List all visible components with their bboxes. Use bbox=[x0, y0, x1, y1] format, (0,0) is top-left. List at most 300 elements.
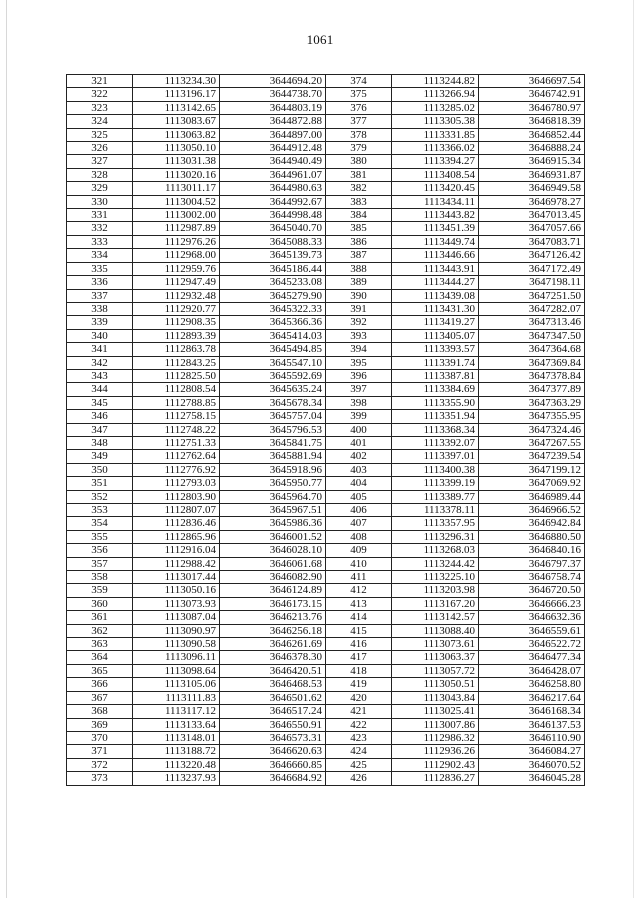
right-point-number-cell: 405 bbox=[326, 490, 392, 503]
table-row bbox=[67, 369, 585, 382]
right-y-coordinate-cell: 3646632.36 bbox=[479, 611, 585, 624]
left-x-coordinate-cell: 1113050.16 bbox=[133, 584, 220, 597]
right-x-coordinate-cell: 1113439.08 bbox=[392, 289, 479, 302]
right-x-coordinate-cell: 1113394.27 bbox=[392, 155, 479, 168]
left-point-number-cell: 334 bbox=[67, 249, 133, 262]
left-point-number-cell: 365 bbox=[67, 664, 133, 677]
table-row bbox=[67, 410, 585, 423]
right-x-coordinate-cell: 1113392.07 bbox=[392, 436, 479, 449]
right-point-number-cell: 423 bbox=[326, 731, 392, 744]
right-x-coordinate-cell: 1113073.61 bbox=[392, 638, 479, 651]
right-x-coordinate-cell: 1113050.51 bbox=[392, 678, 479, 691]
left-x-coordinate-cell: 1112788.85 bbox=[133, 396, 220, 409]
left-point-number-cell: 340 bbox=[67, 329, 133, 342]
right-y-coordinate-cell: 3646559.61 bbox=[479, 624, 585, 637]
left-y-coordinate-cell: 3645635.24 bbox=[220, 383, 326, 396]
right-point-number-cell: 420 bbox=[326, 691, 392, 704]
right-x-coordinate-cell: 1113025.41 bbox=[392, 705, 479, 718]
left-x-coordinate-cell: 1112836.46 bbox=[133, 517, 220, 530]
right-y-coordinate-cell: 3646168.34 bbox=[479, 705, 585, 718]
right-point-number-cell: 411 bbox=[326, 571, 392, 584]
right-x-coordinate-cell: 1113296.31 bbox=[392, 530, 479, 543]
right-y-coordinate-cell: 3646840.16 bbox=[479, 544, 585, 557]
right-x-coordinate-cell: 1112986.32 bbox=[392, 731, 479, 744]
right-point-number-cell: 379 bbox=[326, 142, 392, 155]
left-point-number-cell: 373 bbox=[67, 772, 133, 785]
table-row bbox=[67, 329, 585, 342]
right-y-coordinate-cell: 3646217.64 bbox=[479, 691, 585, 704]
left-y-coordinate-cell: 3645881.94 bbox=[220, 450, 326, 463]
table-row bbox=[67, 745, 585, 758]
left-point-number-cell: 361 bbox=[67, 611, 133, 624]
right-y-coordinate-cell: 3647126.42 bbox=[479, 249, 585, 262]
right-y-coordinate-cell: 3646110.90 bbox=[479, 731, 585, 744]
right-y-coordinate-cell: 3646428.07 bbox=[479, 664, 585, 677]
right-point-number-cell: 425 bbox=[326, 758, 392, 771]
left-point-number-cell: 366 bbox=[67, 678, 133, 691]
left-point-number-cell: 333 bbox=[67, 235, 133, 248]
right-x-coordinate-cell: 1113007.86 bbox=[392, 718, 479, 731]
table-row bbox=[67, 624, 585, 637]
table-row bbox=[67, 450, 585, 463]
table-row bbox=[67, 705, 585, 718]
left-point-number-cell: 337 bbox=[67, 289, 133, 302]
left-point-number-cell: 325 bbox=[67, 128, 133, 141]
right-point-number-cell: 385 bbox=[326, 222, 392, 235]
left-point-number-cell: 355 bbox=[67, 530, 133, 543]
left-y-coordinate-cell: 3644897.00 bbox=[220, 128, 326, 141]
left-y-coordinate-cell: 3645088.33 bbox=[220, 235, 326, 248]
left-point-number-cell: 360 bbox=[67, 597, 133, 610]
left-y-coordinate-cell: 3646378.30 bbox=[220, 651, 326, 664]
right-point-number-cell: 378 bbox=[326, 128, 392, 141]
right-point-number-cell: 383 bbox=[326, 195, 392, 208]
right-x-coordinate-cell: 1113408.54 bbox=[392, 168, 479, 181]
right-point-number-cell: 416 bbox=[326, 638, 392, 651]
right-y-coordinate-cell: 3646852.44 bbox=[479, 128, 585, 141]
right-x-coordinate-cell: 1113167.20 bbox=[392, 597, 479, 610]
right-y-coordinate-cell: 3646915.34 bbox=[479, 155, 585, 168]
table-row bbox=[67, 597, 585, 610]
right-y-coordinate-cell: 3646888.24 bbox=[479, 142, 585, 155]
left-point-number-cell: 367 bbox=[67, 691, 133, 704]
right-y-coordinate-cell: 3646137.53 bbox=[479, 718, 585, 731]
right-y-coordinate-cell: 3647364.68 bbox=[479, 343, 585, 356]
left-x-coordinate-cell: 1113087.04 bbox=[133, 611, 220, 624]
left-x-coordinate-cell: 1112863.78 bbox=[133, 343, 220, 356]
right-x-coordinate-cell: 1113355.90 bbox=[392, 396, 479, 409]
left-point-number-cell: 345 bbox=[67, 396, 133, 409]
left-y-coordinate-cell: 3644803.19 bbox=[220, 101, 326, 114]
left-x-coordinate-cell: 1113002.00 bbox=[133, 209, 220, 222]
right-point-number-cell: 396 bbox=[326, 369, 392, 382]
right-point-number-cell: 381 bbox=[326, 168, 392, 181]
right-point-number-cell: 412 bbox=[326, 584, 392, 597]
right-y-coordinate-cell: 3647013.45 bbox=[479, 209, 585, 222]
left-point-number-cell: 364 bbox=[67, 651, 133, 664]
left-y-coordinate-cell: 3646082.90 bbox=[220, 571, 326, 584]
right-y-coordinate-cell: 3646697.54 bbox=[479, 75, 585, 88]
right-y-coordinate-cell: 3647199.12 bbox=[479, 463, 585, 476]
right-x-coordinate-cell: 1113449.74 bbox=[392, 235, 479, 248]
table-row bbox=[67, 651, 585, 664]
right-point-number-cell: 393 bbox=[326, 329, 392, 342]
right-x-coordinate-cell: 1113378.11 bbox=[392, 504, 479, 517]
left-x-coordinate-cell: 1113096.11 bbox=[133, 651, 220, 664]
left-y-coordinate-cell: 3645322.33 bbox=[220, 302, 326, 315]
right-y-coordinate-cell: 3647267.55 bbox=[479, 436, 585, 449]
right-y-coordinate-cell: 3646797.37 bbox=[479, 557, 585, 570]
left-x-coordinate-cell: 1112807.07 bbox=[133, 504, 220, 517]
right-y-coordinate-cell: 3646070.52 bbox=[479, 758, 585, 771]
table-row bbox=[67, 101, 585, 114]
right-y-coordinate-cell: 3646720.50 bbox=[479, 584, 585, 597]
right-y-coordinate-cell: 3646966.52 bbox=[479, 504, 585, 517]
left-point-number-cell: 328 bbox=[67, 168, 133, 181]
left-point-number-cell: 342 bbox=[67, 356, 133, 369]
left-point-number-cell: 362 bbox=[67, 624, 133, 637]
left-point-number-cell: 368 bbox=[67, 705, 133, 718]
left-y-coordinate-cell: 3646550.91 bbox=[220, 718, 326, 731]
left-x-coordinate-cell: 1113011.17 bbox=[133, 182, 220, 195]
right-y-coordinate-cell: 3646949.58 bbox=[479, 182, 585, 195]
table-row bbox=[67, 678, 585, 691]
right-point-number-cell: 386 bbox=[326, 235, 392, 248]
table-row bbox=[67, 477, 585, 490]
left-x-coordinate-cell: 1112762.64 bbox=[133, 450, 220, 463]
left-point-number-cell: 369 bbox=[67, 718, 133, 731]
left-point-number-cell: 352 bbox=[67, 490, 133, 503]
left-point-number-cell: 321 bbox=[67, 75, 133, 88]
right-x-coordinate-cell: 1113203.98 bbox=[392, 584, 479, 597]
left-x-coordinate-cell: 1112976.26 bbox=[133, 235, 220, 248]
page-number: 1061 bbox=[306, 32, 334, 47]
left-x-coordinate-cell: 1113133.64 bbox=[133, 718, 220, 731]
right-y-coordinate-cell: 3646084.27 bbox=[479, 745, 585, 758]
left-x-coordinate-cell: 1112751.33 bbox=[133, 436, 220, 449]
left-y-coordinate-cell: 3645757.04 bbox=[220, 410, 326, 423]
table-row bbox=[67, 436, 585, 449]
right-y-coordinate-cell: 3646880.50 bbox=[479, 530, 585, 543]
left-x-coordinate-cell: 1112825.50 bbox=[133, 369, 220, 382]
table-row bbox=[67, 530, 585, 543]
right-x-coordinate-cell: 1113431.30 bbox=[392, 302, 479, 315]
left-point-number-cell: 348 bbox=[67, 436, 133, 449]
right-y-coordinate-cell: 3647313.46 bbox=[479, 316, 585, 329]
table-row bbox=[67, 718, 585, 731]
right-y-coordinate-cell: 3647251.50 bbox=[479, 289, 585, 302]
right-point-number-cell: 390 bbox=[326, 289, 392, 302]
right-x-coordinate-cell: 1112902.43 bbox=[392, 758, 479, 771]
right-x-coordinate-cell: 1113142.57 bbox=[392, 611, 479, 624]
right-x-coordinate-cell: 1113391.74 bbox=[392, 356, 479, 369]
left-point-number-cell: 335 bbox=[67, 262, 133, 275]
coordinate-table bbox=[66, 74, 585, 786]
table-row bbox=[67, 571, 585, 584]
left-point-number-cell: 354 bbox=[67, 517, 133, 530]
left-point-number-cell: 344 bbox=[67, 383, 133, 396]
left-x-coordinate-cell: 1113237.93 bbox=[133, 772, 220, 785]
left-x-coordinate-cell: 1113220.48 bbox=[133, 758, 220, 771]
table-row bbox=[67, 182, 585, 195]
right-point-number-cell: 392 bbox=[326, 316, 392, 329]
right-y-coordinate-cell: 3647378.84 bbox=[479, 369, 585, 382]
table-row bbox=[67, 758, 585, 771]
left-x-coordinate-cell: 1113188.72 bbox=[133, 745, 220, 758]
right-point-number-cell: 399 bbox=[326, 410, 392, 423]
left-y-coordinate-cell: 3646573.31 bbox=[220, 731, 326, 744]
right-x-coordinate-cell: 1113244.42 bbox=[392, 557, 479, 570]
right-y-coordinate-cell: 3646045.28 bbox=[479, 772, 585, 785]
table-row bbox=[67, 584, 585, 597]
right-x-coordinate-cell: 1113057.72 bbox=[392, 664, 479, 677]
right-point-number-cell: 409 bbox=[326, 544, 392, 557]
left-y-coordinate-cell: 3645279.90 bbox=[220, 289, 326, 302]
left-x-coordinate-cell: 1113117.12 bbox=[133, 705, 220, 718]
scan-edge-right bbox=[633, 0, 634, 898]
right-point-number-cell: 395 bbox=[326, 356, 392, 369]
left-x-coordinate-cell: 1112959.76 bbox=[133, 262, 220, 275]
right-point-number-cell: 400 bbox=[326, 423, 392, 436]
right-y-coordinate-cell: 3646666.23 bbox=[479, 597, 585, 610]
right-x-coordinate-cell: 1113443.82 bbox=[392, 209, 479, 222]
left-x-coordinate-cell: 1112748.22 bbox=[133, 423, 220, 436]
left-y-coordinate-cell: 3645841.75 bbox=[220, 436, 326, 449]
right-y-coordinate-cell: 3646522.72 bbox=[479, 638, 585, 651]
right-point-number-cell: 407 bbox=[326, 517, 392, 530]
left-point-number-cell: 372 bbox=[67, 758, 133, 771]
left-x-coordinate-cell: 1113105.06 bbox=[133, 678, 220, 691]
table-row bbox=[67, 544, 585, 557]
left-point-number-cell: 326 bbox=[67, 142, 133, 155]
left-x-coordinate-cell: 1113031.38 bbox=[133, 155, 220, 168]
coordinate-table-body bbox=[67, 75, 585, 786]
left-y-coordinate-cell: 3644998.48 bbox=[220, 209, 326, 222]
right-point-number-cell: 388 bbox=[326, 262, 392, 275]
right-x-coordinate-cell: 1113451.39 bbox=[392, 222, 479, 235]
right-y-coordinate-cell: 3647239.54 bbox=[479, 450, 585, 463]
left-point-number-cell: 363 bbox=[67, 638, 133, 651]
table-row bbox=[67, 262, 585, 275]
right-y-coordinate-cell: 3647069.92 bbox=[479, 477, 585, 490]
right-y-coordinate-cell: 3646758.74 bbox=[479, 571, 585, 584]
left-x-coordinate-cell: 1113098.64 bbox=[133, 664, 220, 677]
left-y-coordinate-cell: 3646124.89 bbox=[220, 584, 326, 597]
left-y-coordinate-cell: 3645233.08 bbox=[220, 276, 326, 289]
left-y-coordinate-cell: 3645967.51 bbox=[220, 504, 326, 517]
table-row bbox=[67, 209, 585, 222]
left-point-number-cell: 358 bbox=[67, 571, 133, 584]
right-point-number-cell: 403 bbox=[326, 463, 392, 476]
right-point-number-cell: 413 bbox=[326, 597, 392, 610]
left-y-coordinate-cell: 3646261.69 bbox=[220, 638, 326, 651]
left-x-coordinate-cell: 1112947.49 bbox=[133, 276, 220, 289]
right-point-number-cell: 384 bbox=[326, 209, 392, 222]
table-row bbox=[67, 396, 585, 409]
right-point-number-cell: 402 bbox=[326, 450, 392, 463]
left-x-coordinate-cell: 1113090.58 bbox=[133, 638, 220, 651]
right-point-number-cell: 397 bbox=[326, 383, 392, 396]
left-y-coordinate-cell: 3645139.73 bbox=[220, 249, 326, 262]
left-point-number-cell: 336 bbox=[67, 276, 133, 289]
table-row bbox=[67, 383, 585, 396]
left-x-coordinate-cell: 1112968.00 bbox=[133, 249, 220, 262]
right-x-coordinate-cell: 1113387.81 bbox=[392, 369, 479, 382]
right-point-number-cell: 389 bbox=[326, 276, 392, 289]
left-point-number-cell: 353 bbox=[67, 504, 133, 517]
left-y-coordinate-cell: 3646517.24 bbox=[220, 705, 326, 718]
left-point-number-cell: 370 bbox=[67, 731, 133, 744]
table-row bbox=[67, 638, 585, 651]
left-y-coordinate-cell: 3645592.69 bbox=[220, 369, 326, 382]
left-point-number-cell: 343 bbox=[67, 369, 133, 382]
right-x-coordinate-cell: 1113419.27 bbox=[392, 316, 479, 329]
left-x-coordinate-cell: 1112908.35 bbox=[133, 316, 220, 329]
left-y-coordinate-cell: 3645678.34 bbox=[220, 396, 326, 409]
right-point-number-cell: 424 bbox=[326, 745, 392, 758]
right-point-number-cell: 377 bbox=[326, 115, 392, 128]
left-x-coordinate-cell: 1113063.82 bbox=[133, 128, 220, 141]
left-x-coordinate-cell: 1112893.39 bbox=[133, 329, 220, 342]
right-y-coordinate-cell: 3646989.44 bbox=[479, 490, 585, 503]
right-y-coordinate-cell: 3646942.84 bbox=[479, 517, 585, 530]
table-row bbox=[67, 356, 585, 369]
right-point-number-cell: 415 bbox=[326, 624, 392, 637]
right-x-coordinate-cell: 1113400.38 bbox=[392, 463, 479, 476]
left-y-coordinate-cell: 3644872.88 bbox=[220, 115, 326, 128]
right-x-coordinate-cell: 1113088.40 bbox=[392, 624, 479, 637]
left-point-number-cell: 341 bbox=[67, 343, 133, 356]
left-y-coordinate-cell: 3644992.67 bbox=[220, 195, 326, 208]
right-y-coordinate-cell: 3646978.27 bbox=[479, 195, 585, 208]
right-y-coordinate-cell: 3647347.50 bbox=[479, 329, 585, 342]
left-y-coordinate-cell: 3645950.77 bbox=[220, 477, 326, 490]
left-point-number-cell: 359 bbox=[67, 584, 133, 597]
right-x-coordinate-cell: 1113399.19 bbox=[392, 477, 479, 490]
right-x-coordinate-cell: 1113420.45 bbox=[392, 182, 479, 195]
right-point-number-cell: 426 bbox=[326, 772, 392, 785]
right-x-coordinate-cell: 1112936.26 bbox=[392, 745, 479, 758]
table-row bbox=[67, 276, 585, 289]
left-point-number-cell: 349 bbox=[67, 450, 133, 463]
left-x-coordinate-cell: 1113111.83 bbox=[133, 691, 220, 704]
left-x-coordinate-cell: 1112776.92 bbox=[133, 463, 220, 476]
right-y-coordinate-cell: 3646742.91 bbox=[479, 88, 585, 101]
right-y-coordinate-cell: 3647083.71 bbox=[479, 235, 585, 248]
left-point-number-cell: 327 bbox=[67, 155, 133, 168]
left-x-coordinate-cell: 1112808.54 bbox=[133, 383, 220, 396]
left-y-coordinate-cell: 3644738.70 bbox=[220, 88, 326, 101]
right-point-number-cell: 417 bbox=[326, 651, 392, 664]
right-y-coordinate-cell: 3646818.39 bbox=[479, 115, 585, 128]
right-point-number-cell: 404 bbox=[326, 477, 392, 490]
right-y-coordinate-cell: 3647057.66 bbox=[479, 222, 585, 235]
left-y-coordinate-cell: 3646001.52 bbox=[220, 530, 326, 543]
right-y-coordinate-cell: 3646258.80 bbox=[479, 678, 585, 691]
table-row bbox=[67, 490, 585, 503]
right-y-coordinate-cell: 3646477.34 bbox=[479, 651, 585, 664]
right-point-number-cell: 387 bbox=[326, 249, 392, 262]
left-point-number-cell: 329 bbox=[67, 182, 133, 195]
table-row bbox=[67, 664, 585, 677]
right-x-coordinate-cell: 1113305.38 bbox=[392, 115, 479, 128]
table-row bbox=[67, 289, 585, 302]
right-point-number-cell: 422 bbox=[326, 718, 392, 731]
right-x-coordinate-cell: 1113225.10 bbox=[392, 571, 479, 584]
left-y-coordinate-cell: 3646501.62 bbox=[220, 691, 326, 704]
right-point-number-cell: 408 bbox=[326, 530, 392, 543]
left-x-coordinate-cell: 1113148.01 bbox=[133, 731, 220, 744]
left-y-coordinate-cell: 3644980.63 bbox=[220, 182, 326, 195]
table-row bbox=[67, 504, 585, 517]
right-x-coordinate-cell: 1113405.07 bbox=[392, 329, 479, 342]
left-point-number-cell: 350 bbox=[67, 463, 133, 476]
left-y-coordinate-cell: 3646468.53 bbox=[220, 678, 326, 691]
table-row bbox=[67, 128, 585, 141]
right-x-coordinate-cell: 1113043.84 bbox=[392, 691, 479, 704]
left-y-coordinate-cell: 3646620.63 bbox=[220, 745, 326, 758]
left-x-coordinate-cell: 1112920.77 bbox=[133, 302, 220, 315]
left-y-coordinate-cell: 3646420.51 bbox=[220, 664, 326, 677]
left-x-coordinate-cell: 1113004.52 bbox=[133, 195, 220, 208]
right-point-number-cell: 380 bbox=[326, 155, 392, 168]
right-x-coordinate-cell: 1113268.03 bbox=[392, 544, 479, 557]
left-y-coordinate-cell: 3645040.70 bbox=[220, 222, 326, 235]
left-point-number-cell: 339 bbox=[67, 316, 133, 329]
left-y-coordinate-cell: 3644961.07 bbox=[220, 168, 326, 181]
left-point-number-cell: 356 bbox=[67, 544, 133, 557]
right-x-coordinate-cell: 1113244.82 bbox=[392, 75, 479, 88]
right-point-number-cell: 382 bbox=[326, 182, 392, 195]
right-x-coordinate-cell: 1113351.94 bbox=[392, 410, 479, 423]
left-x-coordinate-cell: 1112865.96 bbox=[133, 530, 220, 543]
table-row bbox=[67, 249, 585, 262]
left-point-number-cell: 351 bbox=[67, 477, 133, 490]
table-row bbox=[67, 423, 585, 436]
left-x-coordinate-cell: 1113017.44 bbox=[133, 571, 220, 584]
left-x-coordinate-cell: 1113073.93 bbox=[133, 597, 220, 610]
right-point-number-cell: 410 bbox=[326, 557, 392, 570]
left-x-coordinate-cell: 1112843.25 bbox=[133, 356, 220, 369]
left-x-coordinate-cell: 1113142.65 bbox=[133, 101, 220, 114]
left-y-coordinate-cell: 3645414.03 bbox=[220, 329, 326, 342]
coordinate-table-container bbox=[66, 74, 585, 786]
right-y-coordinate-cell: 3647282.07 bbox=[479, 302, 585, 315]
left-point-number-cell: 330 bbox=[67, 195, 133, 208]
left-y-coordinate-cell: 3646684.92 bbox=[220, 772, 326, 785]
left-x-coordinate-cell: 1112987.89 bbox=[133, 222, 220, 235]
left-y-coordinate-cell: 3645494.85 bbox=[220, 343, 326, 356]
left-x-coordinate-cell: 1112758.15 bbox=[133, 410, 220, 423]
left-point-number-cell: 332 bbox=[67, 222, 133, 235]
left-point-number-cell: 324 bbox=[67, 115, 133, 128]
table-row bbox=[67, 343, 585, 356]
table-row bbox=[67, 155, 585, 168]
left-x-coordinate-cell: 1113083.67 bbox=[133, 115, 220, 128]
right-x-coordinate-cell: 1113285.02 bbox=[392, 101, 479, 114]
left-x-coordinate-cell: 1113020.16 bbox=[133, 168, 220, 181]
table-row bbox=[67, 115, 585, 128]
left-y-coordinate-cell: 3644940.49 bbox=[220, 155, 326, 168]
right-y-coordinate-cell: 3647198.11 bbox=[479, 276, 585, 289]
table-row bbox=[67, 168, 585, 181]
right-x-coordinate-cell: 1113444.27 bbox=[392, 276, 479, 289]
table-row bbox=[67, 691, 585, 704]
table-row bbox=[67, 142, 585, 155]
left-x-coordinate-cell: 1112988.42 bbox=[133, 557, 220, 570]
left-x-coordinate-cell: 1113090.97 bbox=[133, 624, 220, 637]
left-point-number-cell: 331 bbox=[67, 209, 133, 222]
